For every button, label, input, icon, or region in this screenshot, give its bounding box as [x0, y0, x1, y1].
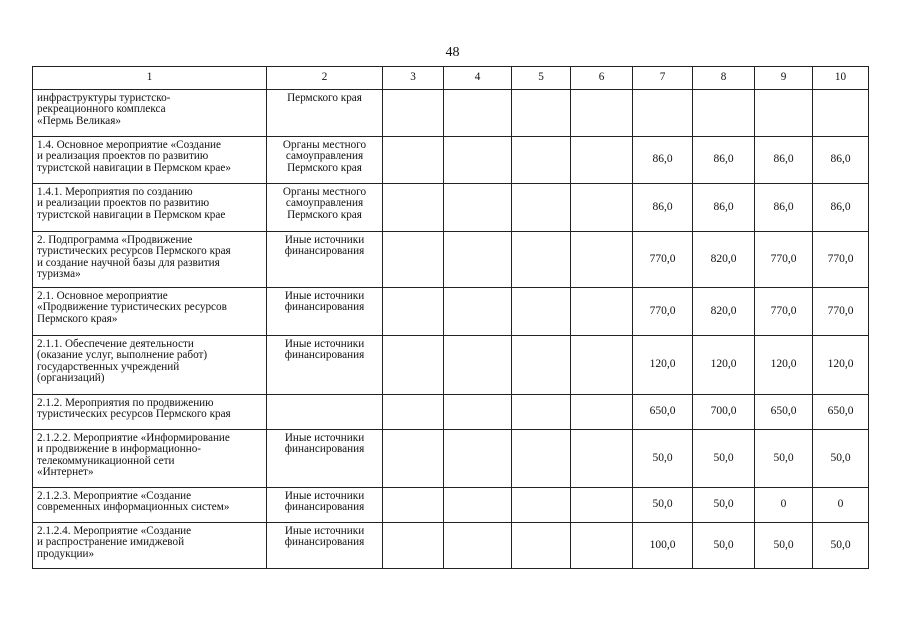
empty-cell [512, 430, 571, 488]
empty-cell [444, 488, 512, 523]
empty-cell [571, 137, 633, 184]
empty-cell [444, 184, 512, 232]
page-number: 48 [445, 45, 460, 60]
value-col-9: 0 [755, 488, 813, 523]
empty-cell [571, 288, 633, 336]
column-header: 7 [633, 67, 693, 90]
value-col-7: 770,0 [633, 288, 693, 336]
empty-cell [512, 523, 571, 569]
table-row [33, 184, 869, 232]
value-col-9: 650,0 [755, 395, 813, 430]
funding-source: Иные источники финансирования [267, 288, 383, 336]
value-col-10: 50,0 [813, 430, 869, 488]
empty-cell [444, 90, 512, 137]
empty-cell [571, 430, 633, 488]
value-col-9: 50,0 [755, 430, 813, 488]
column-header: 6 [571, 67, 633, 90]
value-col-10: 770,0 [813, 232, 869, 288]
empty-cell [383, 523, 444, 569]
row-description: 2.1.1. Обеспечение деятельности (оказание услуг, выполнение работ) государственных учреждений (организаций) [33, 336, 267, 395]
value-col-8: 120,0 [693, 336, 755, 395]
empty-cell [383, 430, 444, 488]
row-description: 2.1.2. Мероприятия по продвижению туристических ресурсов Пермского края [33, 395, 267, 430]
empty-cell [512, 488, 571, 523]
empty-cell [383, 184, 444, 232]
row-description: 2.1. Основное мероприятие «Продвижение туристических ресурсов Пермского края» [33, 288, 267, 336]
table-row [33, 232, 869, 288]
column-header: 3 [383, 67, 444, 90]
column-header: 2 [267, 67, 383, 90]
value-col-8: 50,0 [693, 488, 755, 523]
empty-cell [444, 137, 512, 184]
empty-cell [571, 523, 633, 569]
empty-cell [571, 232, 633, 288]
empty-cell [444, 430, 512, 488]
value-col-9 [755, 90, 813, 137]
value-col-7: 50,0 [633, 430, 693, 488]
value-col-10: 86,0 [813, 184, 869, 232]
funding-source: Органы местного самоуправления Пермского края [267, 137, 383, 184]
row-description: 2.1.2.3. Мероприятие «Создание современных информационных систем» [33, 488, 267, 523]
value-col-10: 86,0 [813, 137, 869, 184]
empty-cell [383, 395, 444, 430]
column-header: 1 [33, 67, 267, 90]
empty-cell [512, 137, 571, 184]
value-col-8: 700,0 [693, 395, 755, 430]
value-col-7: 50,0 [633, 488, 693, 523]
empty-cell [571, 488, 633, 523]
empty-cell [571, 90, 633, 137]
empty-cell [512, 90, 571, 137]
funding-source: Иные источники финансирования [267, 488, 383, 523]
column-header: 8 [693, 67, 755, 90]
value-col-7: 650,0 [633, 395, 693, 430]
empty-cell [383, 288, 444, 336]
column-header: 10 [813, 67, 869, 90]
value-col-8: 820,0 [693, 232, 755, 288]
table-row [33, 523, 869, 569]
value-col-9: 86,0 [755, 137, 813, 184]
header-row [33, 67, 869, 90]
value-col-10: 50,0 [813, 523, 869, 569]
value-col-7: 120,0 [633, 336, 693, 395]
row-description: 1.4.1. Мероприятия по созданию и реализации проектов по развитию туристской навигации в Пермском крае [33, 184, 267, 232]
funding-source: Органы местного самоуправления Пермского края [267, 184, 383, 232]
value-col-8: 86,0 [693, 184, 755, 232]
value-col-9: 770,0 [755, 288, 813, 336]
value-col-9: 50,0 [755, 523, 813, 569]
funding-source: Иные источники финансирования [267, 232, 383, 288]
value-col-9: 86,0 [755, 184, 813, 232]
empty-cell [444, 523, 512, 569]
value-col-8 [693, 90, 755, 137]
funding-source: Иные источники финансирования [267, 430, 383, 488]
value-col-8: 50,0 [693, 430, 755, 488]
funding-source [267, 395, 383, 430]
empty-cell [444, 232, 512, 288]
row-description: 2.1.2.4. Мероприятие «Создание и распространение имиджевой продукции» [33, 523, 267, 569]
value-col-8: 50,0 [693, 523, 755, 569]
empty-cell [444, 395, 512, 430]
empty-cell [383, 137, 444, 184]
empty-cell [512, 395, 571, 430]
empty-cell [512, 288, 571, 336]
value-col-7: 770,0 [633, 232, 693, 288]
table-row [33, 90, 869, 137]
value-col-10 [813, 90, 869, 137]
empty-cell [444, 288, 512, 336]
empty-cell [571, 336, 633, 395]
empty-cell [571, 395, 633, 430]
empty-cell [512, 184, 571, 232]
value-col-7: 86,0 [633, 184, 693, 232]
empty-cell [444, 336, 512, 395]
funding-source: Иные источники финансирования [267, 336, 383, 395]
table-row [33, 336, 869, 395]
table-row [33, 137, 869, 184]
row-description: 2.1.2.2. Мероприятие «Информирование и продвижение в информационно- телекоммуникационной сети «Интернет» [33, 430, 267, 488]
table-row [33, 288, 869, 336]
row-description: инфраструктуры туристско- рекреационного комплекса «Пермь Великая» [33, 90, 267, 137]
table-row [33, 488, 869, 523]
value-col-10: 770,0 [813, 288, 869, 336]
funding-source: Пермского края [267, 90, 383, 137]
table-row [33, 430, 869, 488]
empty-cell [512, 232, 571, 288]
empty-cell [383, 232, 444, 288]
row-description: 2. Подпрограмма «Продвижение туристических ресурсов Пермского края и создание научной базы для развития туризма» [33, 232, 267, 288]
column-header: 5 [512, 67, 571, 90]
empty-cell [383, 336, 444, 395]
empty-cell [383, 90, 444, 137]
row-description: 1.4. Основное мероприятие «Создание и реализация проектов по развитию туристской навигации в Пермском крае» [33, 137, 267, 184]
value-col-10: 650,0 [813, 395, 869, 430]
value-col-8: 86,0 [693, 137, 755, 184]
value-col-7: 100,0 [633, 523, 693, 569]
value-col-10: 0 [813, 488, 869, 523]
empty-cell [571, 184, 633, 232]
table-row [33, 395, 869, 430]
value-col-9: 120,0 [755, 336, 813, 395]
value-col-7 [633, 90, 693, 137]
value-col-10: 120,0 [813, 336, 869, 395]
value-col-8: 820,0 [693, 288, 755, 336]
empty-cell [383, 488, 444, 523]
budget-table [32, 66, 869, 569]
value-col-7: 86,0 [633, 137, 693, 184]
value-col-9: 770,0 [755, 232, 813, 288]
funding-source: Иные источники финансирования [267, 523, 383, 569]
column-header: 4 [444, 67, 512, 90]
empty-cell [512, 336, 571, 395]
column-header: 9 [755, 67, 813, 90]
